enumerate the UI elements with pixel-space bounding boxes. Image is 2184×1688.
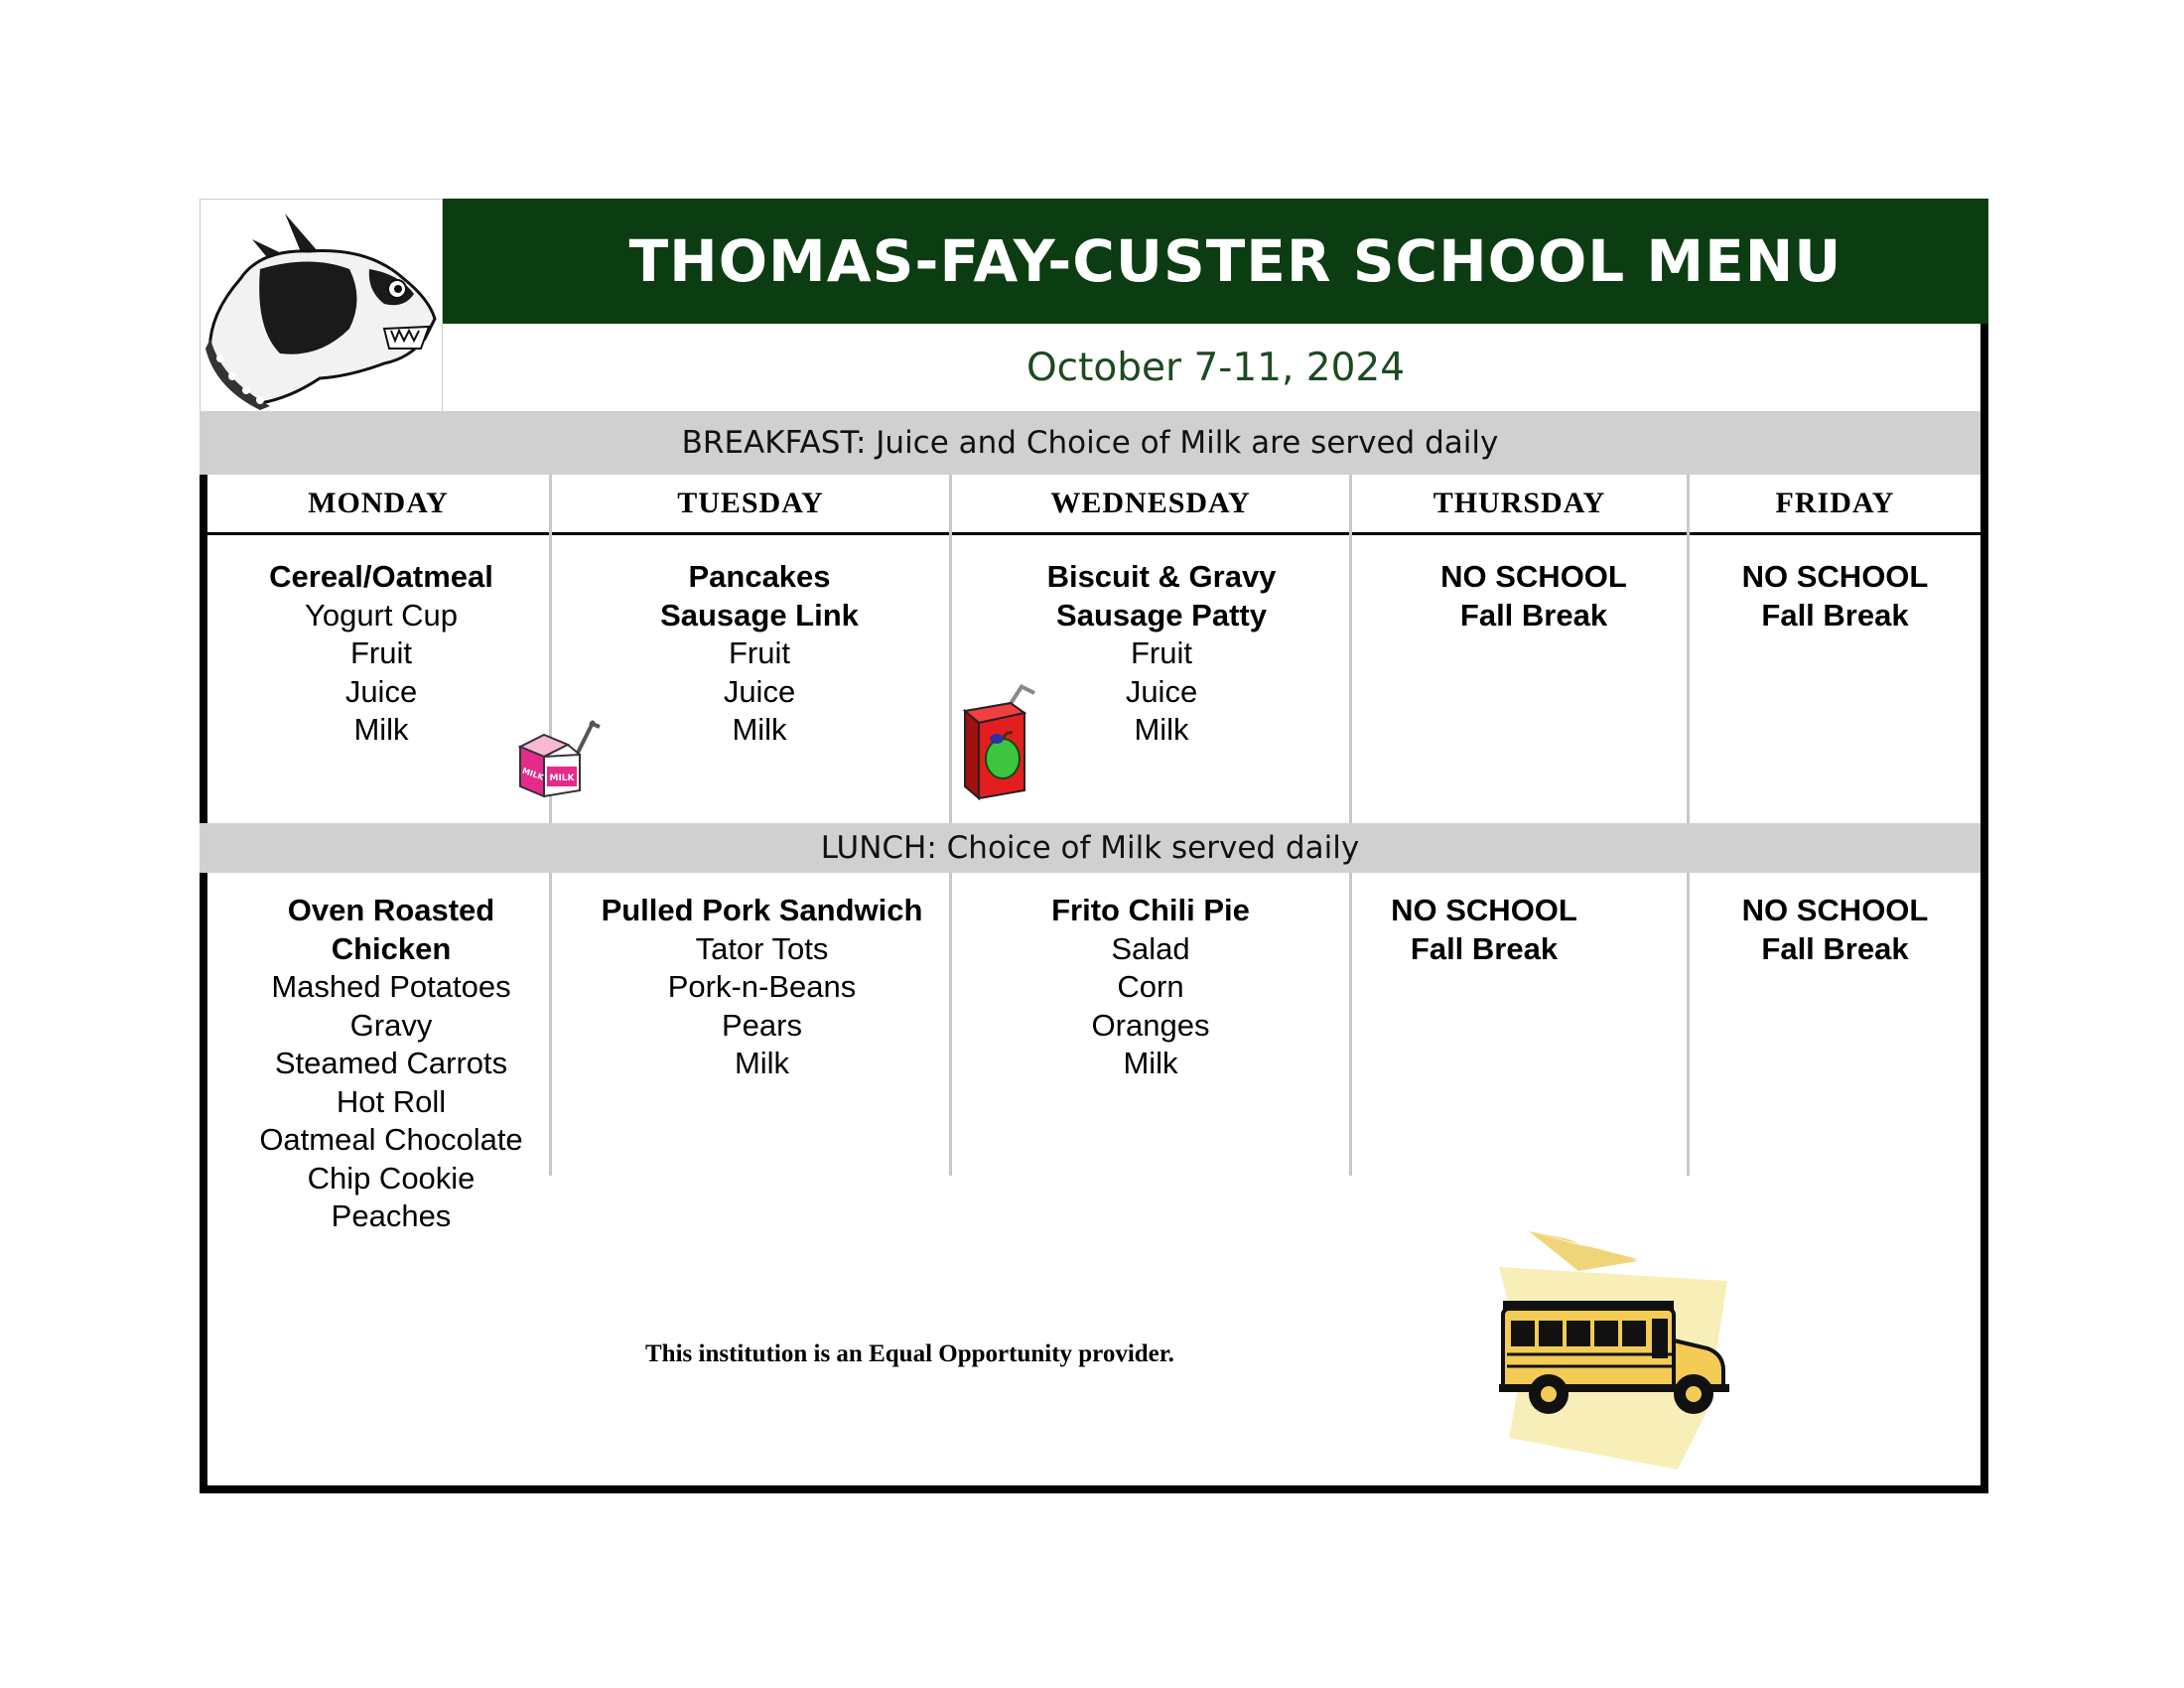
menu-item: Juice bbox=[723, 673, 796, 709]
menu-item: Peaches bbox=[331, 1198, 452, 1233]
day-header-friday: FRIDAY bbox=[1775, 487, 1895, 519]
breakfast-friday bbox=[1690, 558, 1980, 634]
day-header-tuesday: TUESDAY bbox=[677, 487, 824, 519]
menu-item: Juice bbox=[1125, 673, 1198, 709]
menu-main-item: Frito Chili Pie bbox=[1051, 893, 1250, 927]
menu-main-item: Chicken bbox=[331, 930, 452, 966]
menu-item: Oatmeal Chocolate bbox=[259, 1122, 523, 1157]
menu-item: Milk bbox=[1123, 1046, 1178, 1080]
menu-item: Mashed Potatoes bbox=[271, 969, 511, 1004]
menu-item: Oranges bbox=[1091, 1007, 1210, 1043]
menu-item: Corn bbox=[1117, 969, 1184, 1004]
menu-item: Milk bbox=[734, 1046, 790, 1080]
bulldog-mascot-icon bbox=[201, 200, 442, 411]
menu-item: Fruit bbox=[350, 635, 412, 670]
lunch-thursday bbox=[1352, 892, 1616, 968]
menu-main-item: Oven Roasted bbox=[287, 893, 495, 927]
frame-left-border bbox=[200, 412, 207, 1493]
menu-date: October 7-11, 2024 bbox=[1025, 345, 1406, 390]
lunch-banner: LUNCH: Choice of Milk served daily bbox=[200, 823, 1980, 873]
page-title: THOMAS-FAY-CUSTER SCHOOL MENU bbox=[628, 227, 1843, 295]
lunch-friday bbox=[1690, 892, 1980, 968]
menu-main-item: Biscuit & Gravy bbox=[1046, 559, 1277, 594]
day-header-wednesday: WEDNESDAY bbox=[1050, 487, 1251, 519]
menu-item: Milk bbox=[732, 712, 787, 747]
milk-label: MILK bbox=[549, 774, 575, 783]
menu-item: Pork-n-Beans bbox=[667, 969, 857, 1004]
menu-main-item: NO SCHOOL bbox=[1741, 893, 1929, 927]
day-header-monday: MONDAY bbox=[308, 487, 449, 519]
menu-item: Milk bbox=[353, 712, 409, 747]
breakfast-tuesday bbox=[552, 558, 967, 750]
equal-opportunity-statement: This institution is an Equal Opportunity provider. bbox=[645, 1340, 1174, 1367]
menu-main-item: Fall Break bbox=[1761, 597, 1909, 633]
day-header-thursday: THURSDAY bbox=[1433, 487, 1606, 519]
menu-item: Hot Roll bbox=[336, 1083, 447, 1119]
menu-main-item: Pulled Pork Sandwich bbox=[601, 893, 923, 927]
menu-item: Gravy bbox=[349, 1007, 433, 1043]
lunch-wednesday bbox=[952, 892, 1349, 1083]
menu-main-item: NO SCHOOL bbox=[1741, 559, 1929, 594]
mascot-logo bbox=[200, 199, 443, 412]
column-divider bbox=[1349, 475, 1352, 823]
menu-main-item: Sausage Patty bbox=[1056, 597, 1267, 633]
breakfast-banner: BREAKFAST: Juice and Choice of Milk are served daily bbox=[200, 411, 1980, 475]
menu-main-item: NO SCHOOL bbox=[1391, 893, 1577, 927]
juice-box-icon bbox=[959, 681, 1048, 802]
menu-item: Chip Cookie bbox=[307, 1160, 476, 1196]
menu-main-item: Fall Break bbox=[1761, 930, 1909, 966]
menu-item: Pears bbox=[722, 1007, 802, 1043]
menu-item: Salad bbox=[1111, 930, 1190, 966]
milk-label: MILK bbox=[520, 766, 545, 782]
lunch-tuesday bbox=[552, 892, 972, 1083]
menu-main-item: Fall Break bbox=[1410, 930, 1559, 966]
menu-item: Fruit bbox=[729, 635, 790, 670]
menu-item: Tator Tots bbox=[695, 930, 829, 966]
column-divider bbox=[1687, 475, 1690, 823]
menu-item: Juice bbox=[344, 673, 418, 709]
breakfast-thursday bbox=[1390, 558, 1678, 634]
menu-main-item: Pancakes bbox=[688, 559, 831, 594]
menu-main-item: Sausage Link bbox=[660, 597, 859, 633]
menu-item: Yogurt Cup bbox=[305, 597, 458, 633]
menu-main-item: NO SCHOOL bbox=[1440, 559, 1627, 594]
header-divider bbox=[207, 532, 1980, 535]
lunch-monday bbox=[207, 892, 575, 1236]
menu-main-item: Fall Break bbox=[1459, 597, 1608, 633]
milk-carton-icon bbox=[514, 717, 606, 800]
breakfast-monday bbox=[207, 558, 555, 750]
menu-item: Steamed Carrots bbox=[274, 1046, 508, 1080]
school-bus-icon bbox=[1489, 1231, 1747, 1470]
menu-item: Fruit bbox=[1131, 635, 1192, 670]
menu-main-item: Cereal/Oatmeal bbox=[269, 559, 493, 594]
menu-item: Milk bbox=[1134, 712, 1189, 747]
